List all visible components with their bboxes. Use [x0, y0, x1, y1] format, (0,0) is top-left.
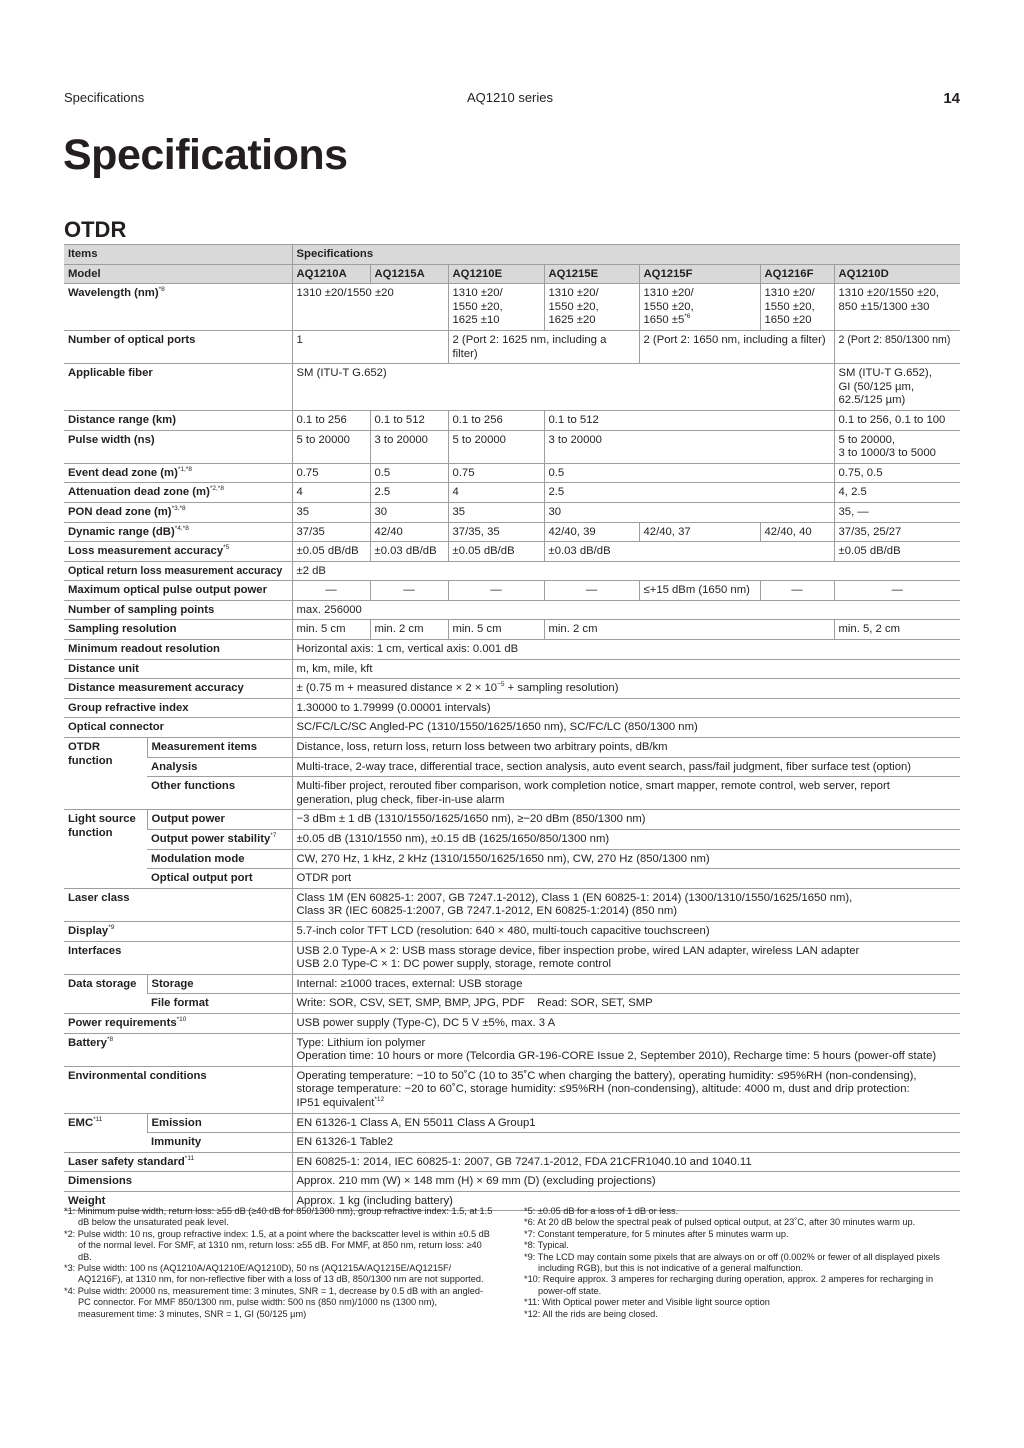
cell: 5 to 20000 — [292, 430, 370, 463]
cell: 35 — [292, 502, 370, 522]
cell: — — [834, 581, 960, 601]
cell: 37/35 — [292, 522, 370, 542]
cell: 42/40, 40 — [760, 522, 834, 542]
footnote: *11: With Optical power meter and Visible light source option — [524, 1297, 770, 1308]
table-row — [64, 430, 960, 463]
cell: ± (0.75 m + measured distance × $2 \times 10^{-5}$ + sampling resolution) — [292, 679, 960, 699]
cell: EN 61326-1 Table2 — [292, 1133, 960, 1153]
group-label: Data storage — [64, 974, 147, 1013]
cell: 0.1 to 512 — [370, 410, 448, 430]
cell: 4 — [292, 483, 370, 503]
cell: 3 to 20000 — [544, 430, 834, 463]
cell: — — [760, 581, 834, 601]
table-row — [64, 659, 960, 679]
footnote: *6: At 20 dB below the spectral peak of pulsed optical output, at 23˚C, after 30 minutes warm up. — [524, 1217, 916, 1228]
cell: 0.1 to 256 — [448, 410, 544, 430]
row-label: Event dead zone $(m)^{*1,*8}$ — [64, 463, 292, 483]
row-label: Maximum optical pulse output power — [64, 581, 292, 601]
footnote: *12: All the rids are being closed. — [524, 1308, 658, 1319]
table-row — [64, 502, 960, 522]
table-row — [64, 542, 960, 562]
cell: 0.1 to 256, 0.1 to 100 — [834, 410, 960, 430]
footnote: *5: ±0.05 dB for a loss of 1 dB or less. — [524, 1206, 679, 1216]
table-row — [64, 757, 960, 777]
table-row — [64, 679, 960, 699]
cell: min. 2 cm — [544, 620, 834, 640]
cell: 0.75 — [448, 463, 544, 483]
footnote: *4: Pulse width: 20000 ns, measurement time: 3 minutes, SNR = 1, decrease by 0.5 dB with an angled-PC connector. For MMF 850/1300 nm, pulse width: 500 ns (850 nm)/1000 ns (1300 nm), measurement time: 3 minutes, SNR = 1, GI (50/125 µm) — [64, 1285, 484, 1319]
specs-header: Specifications — [292, 245, 960, 265]
table-row — [64, 364, 960, 411]
cell: SM (ITU-T G.652) — [292, 364, 834, 411]
table-row — [64, 941, 960, 974]
items-header: Items — [64, 245, 292, 265]
footnote: *8: Typical. — [524, 1240, 569, 1251]
cell: — — [448, 581, 544, 601]
cell: 1310 ±20/ 1550 ±20, 1625 ±20 — [544, 284, 639, 331]
table-row — [64, 620, 960, 640]
cell: Approx. 1 kg (including battery) — [292, 1191, 960, 1211]
cell: EN 61326-1 Class A, EN 55011 Class A Group1 — [292, 1113, 960, 1133]
row-label: Number of sampling points — [64, 600, 292, 620]
table-row — [64, 777, 960, 810]
cell: 5 to 20000 — [448, 430, 544, 463]
cell: Operating temperature: −10 to 50˚C (10 to 35˚C when charging the battery), operating humidity: ≤95%RH (non-condensing), storage temperature: −20 to 60˚C, storage humidity: ≤95%RH (non-condensing), altitude: 4000 m, dust and drip protection: IP51 equivalent$^{*12}$ — [292, 1066, 960, 1113]
group-label: EMC$^{*11}$ — [64, 1113, 147, 1152]
cell: Write: SOR, CSV, SET, SMP, BMP, JPG, PDF Read: SOR, SET, SMP — [292, 994, 960, 1014]
footnote: *9: The LCD may contain some pixels that are always on or off (0.002% or fewer of all displayed pixels including RGB), but this is not indicative of a general malfunction. — [524, 1251, 940, 1274]
cell: 35 — [448, 502, 544, 522]
table-row — [64, 921, 960, 941]
table-row — [64, 994, 960, 1014]
cell: Multi-trace, 2-way trace, differential trace, section analysis, auto event search, pass/fail judgment, fiber surface test (option) — [292, 757, 960, 777]
group-label: OTDR function — [64, 738, 147, 810]
page-number: 14 — [943, 90, 960, 107]
table-row — [64, 1152, 960, 1172]
table-row — [64, 849, 960, 869]
model-name: AQ1215A — [370, 264, 448, 284]
cell: Internal: ≥1000 traces, external: USB storage — [292, 974, 960, 994]
row-label: Distance range (km) — [64, 410, 292, 430]
table-row — [64, 1172, 960, 1192]
row-label: Measurement items — [147, 738, 292, 758]
table-row — [64, 1013, 960, 1033]
cell: ±0.03 dB/dB — [370, 542, 448, 562]
table-row — [64, 810, 960, 830]
row-label: Power requirements$^{*10}$ — [64, 1013, 292, 1033]
table-row — [64, 869, 960, 889]
cell: min. 5 cm — [292, 620, 370, 640]
row-label: Optical connector — [64, 718, 292, 738]
footnotes-right — [524, 1206, 960, 1320]
row-label: Distance unit — [64, 659, 292, 679]
cell: 3 to 20000 — [370, 430, 448, 463]
model-name: AQ1210D — [834, 264, 960, 284]
table-row — [64, 561, 960, 581]
row-label: Laser safety standard$^{*11}$ — [64, 1152, 292, 1172]
cell: 1310 ±20/ 1550 ±20, 1650 ±20 — [760, 284, 834, 331]
cell: 2 (Port 2: 1625 nm, including a filter) — [448, 330, 639, 363]
table-row — [64, 581, 960, 601]
cell: 42/40, 37 — [639, 522, 760, 542]
row-label: Modulation mode — [147, 849, 292, 869]
spec-table — [64, 244, 960, 1211]
cell: 30 — [370, 502, 448, 522]
cell: 1310 ±20/1550 ±20 — [292, 284, 448, 331]
row-label: Storage — [147, 974, 292, 994]
model-row — [64, 264, 960, 284]
model-name: AQ1216F — [760, 264, 834, 284]
cell: — — [292, 581, 370, 601]
row-label: Group refractive index — [64, 698, 292, 718]
table-row — [64, 640, 960, 660]
table-row — [64, 698, 960, 718]
row-label: Wavelength (nm)$^{*8}$ — [64, 284, 292, 331]
table-row — [64, 600, 960, 620]
row-label: Battery$^{*8}$ — [64, 1033, 292, 1066]
model-name: AQ1210E — [448, 264, 544, 284]
cell: ±0.05 dB/dB — [448, 542, 544, 562]
cell: 2.5 — [370, 483, 448, 503]
cell: 1.30000 to 1.79999 (0.00001 intervals) — [292, 698, 960, 718]
row-label: Weight — [64, 1191, 292, 1211]
row-label: Sampling resolution — [64, 620, 292, 640]
table-row — [64, 738, 960, 758]
footnote: *2: Pulse width: 10 ns, group refractive index: 1.5, at a point where the backscatter level is within ±0.5 dB of the normal level. For SMF, at 1310 nm, return loss: ≥55 dB. For MMF, at 850 nm, return loss: ≥40 dB. — [64, 1228, 490, 1262]
footnote: *3: Pulse width: 100 ns (AQ1210A/AQ1210E/AQ1210D), 50 ns (AQ1215A/AQ1215E/AQ1215F/ AQ1216F), at 1310 nm, for non-reflective fiber with a loss of 13 dB, 850/1300 nm are not supported. — [64, 1263, 484, 1285]
row-label: File format — [147, 994, 292, 1014]
cell: 0.5 — [370, 463, 448, 483]
row-label: Interfaces — [64, 941, 292, 974]
row-label: Applicable fiber — [64, 364, 292, 411]
cell: 5 to 20000, 3 to 1000/3 to 5000 — [834, 430, 960, 463]
row-label: Distance measurement accuracy — [64, 679, 292, 699]
row-label: Model — [64, 264, 292, 284]
cell: 35, — — [834, 502, 960, 522]
cell: 1310 ±20/ 1550 ±20, $1650 \pm 5^{*6}$ — [639, 284, 760, 331]
row-label: Immunity — [147, 1133, 292, 1153]
table-row — [64, 974, 960, 994]
cell: 4 — [448, 483, 544, 503]
footnote: *1: Minimum pulse width, return loss: ≥55 dB (≥40 dB for 850/1300 nm), group refractive index: 1.5, at 1.5 dB below the unsaturated peak level. — [64, 1206, 493, 1228]
row-label: PON dead zone $(m)^{*3,*8}$ — [64, 502, 292, 522]
row-label: Analysis — [147, 757, 292, 777]
header-series: AQ1210 series — [467, 90, 553, 105]
cell: Type: Lithium ion polymer Operation time: 10 hours or more (Telcordia GR-196-CORE Issue 2, September 2010), Recharge time: 5 hours (power-off state) — [292, 1033, 960, 1066]
table-row — [64, 483, 960, 503]
model-name: AQ1215F — [639, 264, 760, 284]
cell: — — [544, 581, 639, 601]
table-row — [64, 1113, 960, 1133]
cell: USB 2.0 Type-A × 2: USB mass storage device, fiber inspection probe, wired LAN adapter, wireless LAN adapter USB 2.0 Type-C × 1: DC power supply, storage, remote control — [292, 941, 960, 974]
cell: ±0.05 dB/dB — [834, 542, 960, 562]
row-label: Environmental conditions — [64, 1066, 292, 1113]
cell: Horizontal axis: 1 cm, vertical axis: 0.001 dB — [292, 640, 960, 660]
cell: USB power supply (Type-C), DC 5 V ±5%, max. 3 A — [292, 1013, 960, 1033]
footnotes-left — [64, 1206, 494, 1320]
cell: — — [370, 581, 448, 601]
cell: −3 dBm ± 1 dB (1310/1550/1625/1650 nm), ≥−20 dBm (850/1300 nm) — [292, 810, 960, 830]
cell: EN 60825-1: 2014, IEC 60825-1: 2007, GB 7247.1-2012, FDA 21CFR1040.10 and 1040.11 — [292, 1152, 960, 1172]
cell: Multi-fiber project, rerouted fiber comparison, work completion notice, smart mapper, remote control, web server, report generation, plug check, fiber-in-use alarm — [292, 777, 960, 810]
row-label: Output power — [147, 810, 292, 830]
cell: CW, 270 Hz, 1 kHz, 2 kHz (1310/1550/1625/1650 nm), CW, 270 Hz (850/1300 nm) — [292, 849, 960, 869]
footnote: *10: Require approx. 3 amperes for recharging during operation, approx. 2 amperes for recharging in power-off state. — [524, 1274, 934, 1296]
row-label: Dynamic range (dB)$^{*4,*8}$ — [64, 522, 292, 542]
section-title: OTDR — [64, 217, 127, 242]
table-row — [64, 330, 960, 363]
footnote: *7: Constant temperature, for 5 minutes after 5 minutes warm up. — [524, 1228, 789, 1239]
row-label: Attenuation dead zone $(m)^{*2,*8}$ — [64, 483, 292, 503]
cell: 0.1 to 256 — [292, 410, 370, 430]
table-row — [64, 463, 960, 483]
cell: 0.1 to 512 — [544, 410, 834, 430]
cell: m, km, mile, kft — [292, 659, 960, 679]
cell: ≤+15 dBm (1650 nm) — [639, 581, 760, 601]
table-header-row — [64, 245, 960, 265]
table-row — [64, 1133, 960, 1153]
cell: Distance, loss, return loss, return loss between two arbitrary points, dB/km — [292, 738, 960, 758]
cell: 5.7-inch color TFT LCD (resolution: 640 × 480, multi-touch capacitive touchscreen) — [292, 921, 960, 941]
cell: 42/40, 39 — [544, 522, 639, 542]
page-title: Specifications — [63, 131, 348, 179]
cell: ±2 dB — [292, 561, 960, 581]
row-label: Other functions — [147, 777, 292, 810]
cell: 2.5 — [544, 483, 834, 503]
row-label: Dimensions — [64, 1172, 292, 1192]
row-label: Emission — [147, 1113, 292, 1133]
cell: 42/40 — [370, 522, 448, 542]
cell: 37/35, 35 — [448, 522, 544, 542]
cell: 2 (Port 2: 1650 nm, including a filter) — [639, 330, 834, 363]
row-label: Display$^{*9}$ — [64, 921, 292, 941]
cell: 30 — [544, 502, 834, 522]
row-label: Optical output port — [147, 869, 292, 889]
cell: 1 — [292, 330, 448, 363]
cell: OTDR port — [292, 869, 960, 889]
table-row — [64, 718, 960, 738]
model-name: AQ1215E — [544, 264, 639, 284]
cell: 0.75 — [292, 463, 370, 483]
cell: min. 5, 2 cm — [834, 620, 960, 640]
model-name: AQ1210A — [292, 264, 370, 284]
table-row — [64, 1066, 960, 1113]
cell: ±0.05 dB/dB — [292, 542, 370, 562]
cell: 2 (Port 2: 850/1300 nm) — [834, 330, 960, 363]
table-row — [64, 830, 960, 850]
cell: 4, 2.5 — [834, 483, 960, 503]
cell: min. 5 cm — [448, 620, 544, 640]
row-label: Output power stability$^{*7}$ — [147, 830, 292, 850]
cell: ±0.03 dB/dB — [544, 542, 834, 562]
cell: SM (ITU-T G.652), GI (50/125 µm, 62.5/125 µm) — [834, 364, 960, 411]
group-label: Light source function — [64, 810, 147, 888]
row-label: Loss measurement accuracy$^{*5}$ — [64, 542, 292, 562]
header-section: Specifications — [64, 90, 145, 105]
cell: Approx. 210 mm (W) × 148 mm (H) × 69 mm (D) (excluding projections) — [292, 1172, 960, 1192]
cell: 1310 ±20/ 1550 ±20, 1625 ±10 — [448, 284, 544, 331]
row-label: Pulse width (ns) — [64, 430, 292, 463]
cell: 0.5 — [544, 463, 834, 483]
cell: min. 2 cm — [370, 620, 448, 640]
table-row — [64, 410, 960, 430]
cell: max. 256000 — [292, 600, 960, 620]
cell: ±0.05 dB (1310/1550 nm), ±0.15 dB (1625/1650/850/1300 nm) — [292, 830, 960, 850]
table-row — [64, 522, 960, 542]
table-row — [64, 888, 960, 921]
cell: Class 1M (EN 60825-1: 2007, GB 7247.1-2012), Class 1 (EN 60825-1: 2014) (1300/1310/1550/1625/1650 nm), Class 3R (IEC 60825-1:2007, GB 7247.1-2012, EN 60825-1:2014) (850 nm) — [292, 888, 960, 921]
cell: 0.75, 0.5 — [834, 463, 960, 483]
cell: SC/FC/LC/SC Angled-PC (1310/1550/1625/1650 nm), SC/FC/LC (850/1300 nm) — [292, 718, 960, 738]
cell: 1310 ±20/1550 ±20, 850 ±15/1300 ±30 — [834, 284, 960, 331]
row-label: Optical return loss measurement accuracy — [64, 561, 292, 581]
cell: 37/35, 25/27 — [834, 522, 960, 542]
row-label: Minimum readout resolution — [64, 640, 292, 660]
row-label: Laser class — [64, 888, 292, 921]
table-row — [64, 1033, 960, 1066]
row-label: Number of optical ports — [64, 330, 292, 363]
table-row — [64, 284, 960, 331]
